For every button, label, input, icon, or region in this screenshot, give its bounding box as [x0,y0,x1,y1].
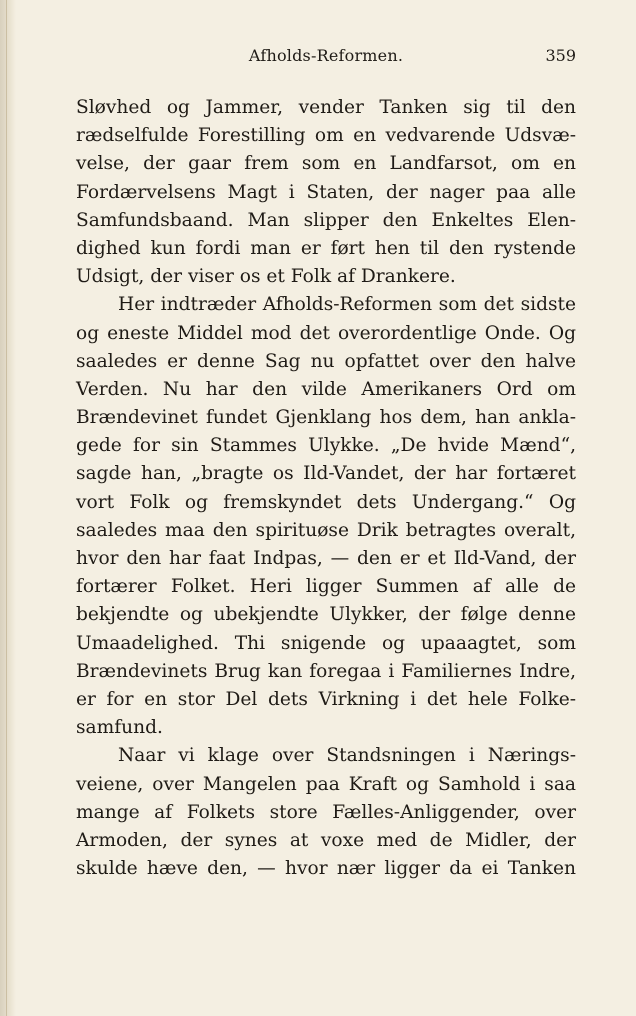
paragraph-last-line: Udsigt, der viser os et Folk af Drankere. [76,266,456,288]
text-line: saaledes er denne Sag nu opfattet over den halve [76,350,576,372]
text-line: bekjendte og ubekjendte Ulykker, der følge denne [76,604,576,626]
body-text [76,94,576,883]
text-line: Brændevinet fundet Gjenklang hos dem, han ankla- [76,407,576,429]
page-binding-edge [0,0,16,1016]
text-line: Verden. Nu har den vilde Amerikaners Ord om [76,378,576,400]
text-line: Armoden, der synes at voxe med de Midler, der [76,829,576,851]
text-line: Umaadelighed. Thi snigende og upaaagtet, som [76,632,576,654]
text-line: og eneste Middel mod det overordentlige Onde. Og [76,322,576,344]
text-line: mange af Folkets store Fælles-Anliggender, over [76,801,576,823]
running-header [76,46,576,70]
text-line: rædselfulde Forestilling om en vedvarende Udsvæ- [76,125,576,147]
text-line: Fordærvelsens Magt i Staten, der nager paa alle [76,181,576,203]
text-line: dighed kun fordi man er ført hen til den rystende [76,237,576,259]
text-line: skulde hæve den, — hvor nær ligger da ei Tanken [76,858,576,880]
running-title: Afholds-Reformen. [248,46,404,65]
paragraph-first-line: Naar vi klage over Standsningen i Nærings- [118,745,576,767]
text-line: saaledes maa den spirituøse Drik betragtes overalt, [76,519,576,541]
text-line: Sløvhed og Jammer, vender Tanken sig til den [76,97,576,118]
text-line: fortærer Folket. Heri ligger Summen af alle de [76,576,576,598]
text-line: velse, der gaar frem som en Landfarsot, om en [76,153,576,175]
text-line: sagde han, „bragte os Ild-Vandet, der har fortæret [76,463,576,485]
page-number: 359 [545,46,576,65]
text-line: Samfundsbaand. Man slipper den Enkeltes Elen- [76,209,576,231]
paragraph-first-line: Her indtræder Afholds-Reformen som det sidste [118,294,576,316]
text-line: hvor den har faat Indpas, — den er et Ild-Vand, der [76,548,576,569]
text-line: gede for sin Stammes Ulykke. „De hvide Mænd“, [76,435,576,457]
text-line: Brændevinets Brug kan foregaa i Familiernes Indre, [76,660,576,682]
text-line: vort Folk og fremskyndet dets Undergang.“ Og [76,491,576,513]
text-line: veiene, over Mangelen paa Kraft og Samhold i saa [76,773,576,795]
text-line: er for en stor Del dets Virkning i det hele Folke- [76,688,576,710]
paragraph-last-line: samfund. [76,717,163,739]
